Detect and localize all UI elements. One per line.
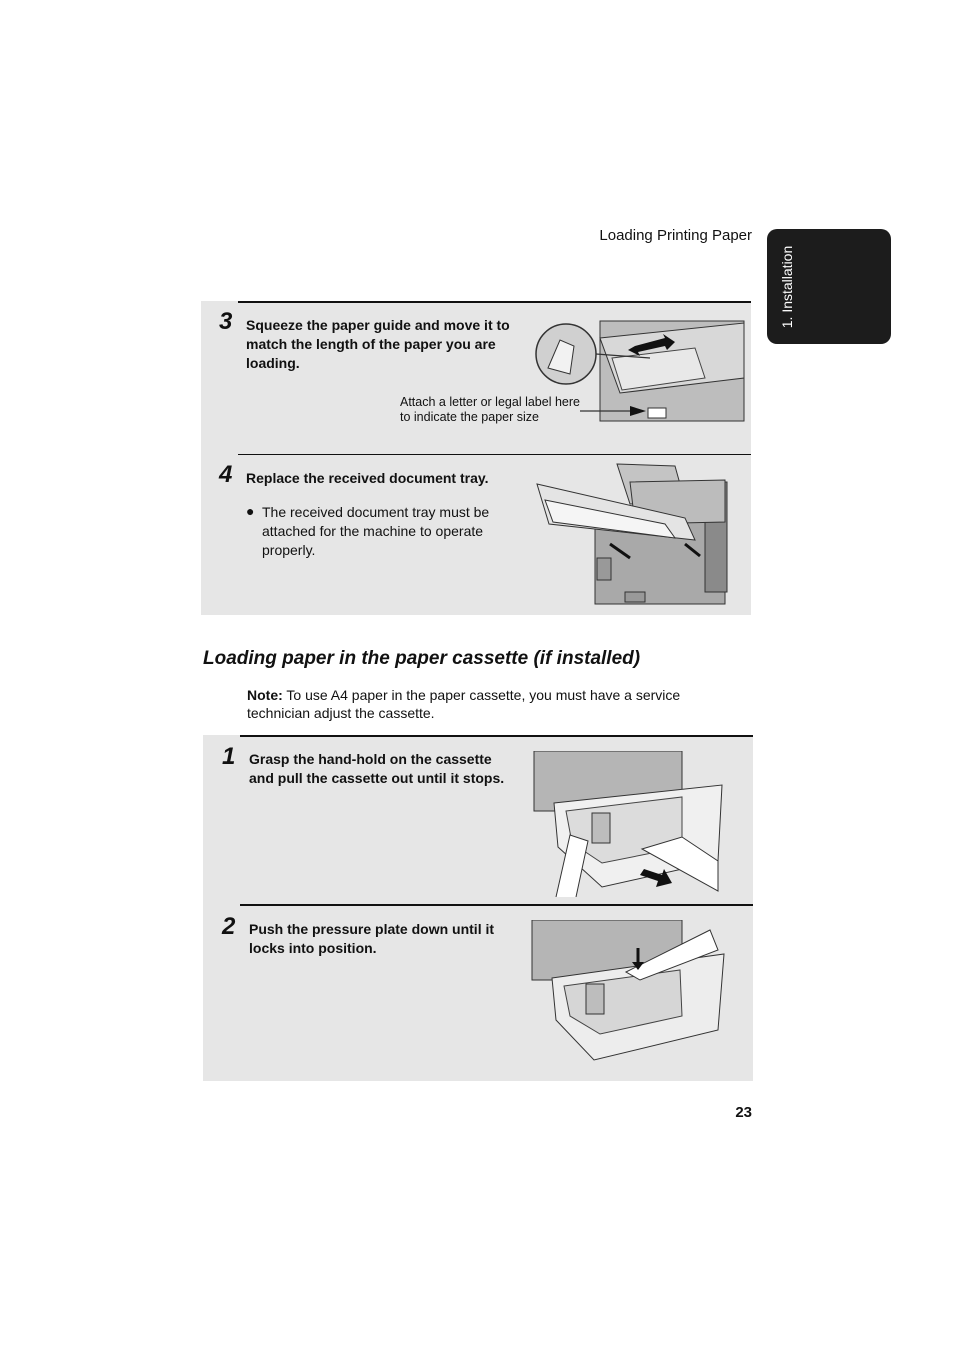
section-tab xyxy=(767,229,891,344)
section-tab-label: 1. Installation xyxy=(779,245,795,329)
step-divider xyxy=(240,904,753,906)
step-instruction: Squeeze the paper guide and move it to match the length of the paper you are loading. xyxy=(246,317,510,371)
step-number: 2 xyxy=(222,913,236,940)
step-number: 3 xyxy=(219,308,233,335)
note xyxy=(247,686,717,722)
note-text: To use A4 paper in the paper cassette, you must have a service technician adjust the cassette. xyxy=(247,687,681,721)
step-instruction: Grasp the hand-hold on the cassette and pull the cassette out until it stops. xyxy=(249,751,505,786)
bullet-text: The received document tray must be attached for the machine to operate properly. xyxy=(262,504,490,558)
step-instruction: Replace the received document tray. xyxy=(246,470,489,486)
step-number: 4 xyxy=(219,461,233,488)
step-divider xyxy=(240,735,753,737)
pressure-plate-illustration xyxy=(530,920,728,1062)
page-number: 23 xyxy=(735,1104,752,1121)
document-tray-illustration xyxy=(535,462,731,608)
cassette-pull-illustration xyxy=(532,751,728,897)
step-divider xyxy=(238,454,751,455)
callout-text: Attach a letter or legal label here to indicate the paper size xyxy=(400,395,580,424)
step-instruction: Push the pressure plate down until it locks into position. xyxy=(249,921,495,956)
bullet-icon: ● xyxy=(246,503,255,519)
note-label: Note: xyxy=(247,687,283,703)
step-number: 1 xyxy=(222,743,236,770)
running-header: Loading Printing Paper xyxy=(599,227,752,244)
paper-guide-illustration xyxy=(530,318,748,436)
step-divider xyxy=(238,301,751,303)
section-title: Loading paper in the paper cassette (if installed) xyxy=(203,648,641,669)
